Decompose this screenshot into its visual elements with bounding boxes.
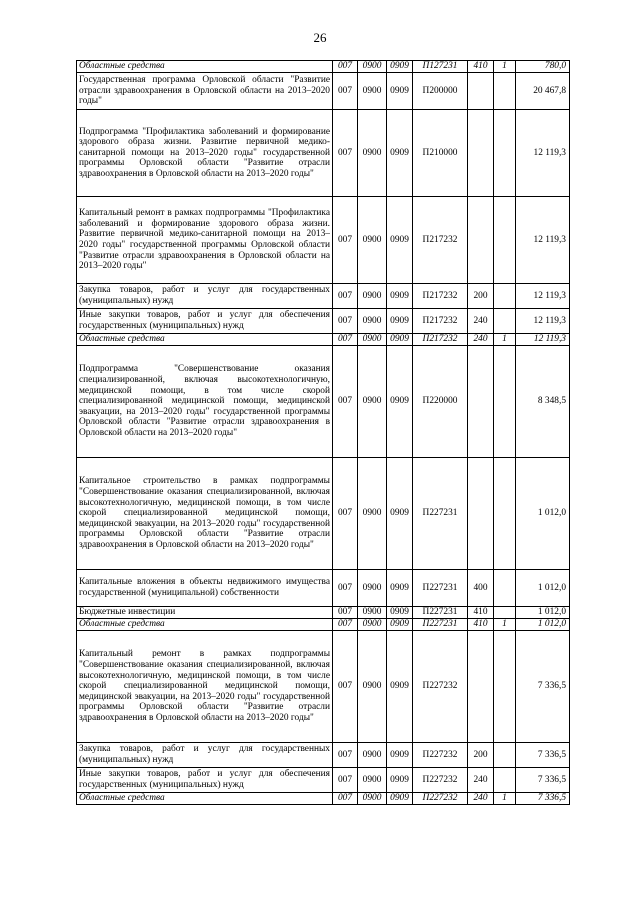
source-code-cell xyxy=(494,458,516,570)
amount-cell: 8 348,5 xyxy=(516,346,570,458)
row-name-cell: Подпрограмма "Совершенствование оказания специализированной, включая высокотехнологичную, медицинской помощи, в том числе скорой специализированной медицинской помощи, медицинской эвакуации, на 2013–2020 годы" государственной программы Орловской области "Развитие отрасли здравоохранения в Орловской области на 2013–2020 годы" xyxy=(77,346,333,458)
ministry-code-cell: 007 xyxy=(333,458,358,570)
source-code-cell xyxy=(494,346,516,458)
source-code-cell xyxy=(494,570,516,607)
section-code-cell: 0900 xyxy=(358,768,387,793)
subsection-code-cell: 0909 xyxy=(387,309,413,334)
row-name-cell: Капитальное строительство в рамках подпрограммы "Совершенствование оказания специализированной, включая высокотехнологичную, медицинской помощи, в том числе скорой специализированной медицинской помощи, медицинской эвакуации, на 2013–2020 годы" государственной программы Орловской области "Развитие отрасли здравоохранения в Орловской области на 2013–2020 годы" xyxy=(77,458,333,570)
ministry-code-cell: 007 xyxy=(333,631,358,743)
subsection-code-cell: 0909 xyxy=(387,607,413,619)
amount-cell: 12 119,3 xyxy=(516,309,570,334)
row-name-cell: Областные средства xyxy=(77,334,333,346)
table-row xyxy=(77,197,570,284)
amount-cell: 1 012,0 xyxy=(516,619,570,631)
table-body xyxy=(77,61,570,805)
amount-cell: 7 336,5 xyxy=(516,768,570,793)
table-row xyxy=(77,793,570,805)
subsection-code-cell: 0909 xyxy=(387,458,413,570)
section-code-cell: 0900 xyxy=(358,284,387,309)
source-code-cell xyxy=(494,768,516,793)
expense-type-cell xyxy=(468,110,494,197)
source-code-cell xyxy=(494,284,516,309)
table-row xyxy=(77,73,570,110)
row-name-cell: Областные средства xyxy=(77,793,333,805)
amount-cell: 20 467,8 xyxy=(516,73,570,110)
section-code-cell: 0900 xyxy=(358,743,387,768)
subsection-code-cell: 0909 xyxy=(387,768,413,793)
expense-type-cell: 410 xyxy=(468,61,494,73)
amount-cell: 12 119,3 xyxy=(516,334,570,346)
ministry-code-cell: 007 xyxy=(333,619,358,631)
table-row xyxy=(77,309,570,334)
ministry-code-cell: 007 xyxy=(333,793,358,805)
target-article-cell: П227232 xyxy=(413,631,468,743)
section-code-cell: 0900 xyxy=(358,61,387,73)
expense-type-cell: 200 xyxy=(468,743,494,768)
source-code-cell xyxy=(494,607,516,619)
row-name-cell: Закупка товаров, работ и услуг для государственных (муниципальных) нужд xyxy=(77,743,333,768)
expense-type-cell xyxy=(468,197,494,284)
row-name-cell: Областные средства xyxy=(77,61,333,73)
ministry-code-cell: 007 xyxy=(333,73,358,110)
target-article-cell: П217232 xyxy=(413,309,468,334)
source-code-cell xyxy=(494,743,516,768)
source-code-cell xyxy=(494,197,516,284)
section-code-cell: 0900 xyxy=(358,197,387,284)
target-article-cell: П127231 xyxy=(413,61,468,73)
amount-cell: 12 119,3 xyxy=(516,110,570,197)
target-article-cell: П227231 xyxy=(413,619,468,631)
target-article-cell: П217232 xyxy=(413,284,468,309)
expense-type-cell: 200 xyxy=(468,284,494,309)
subsection-code-cell: 0909 xyxy=(387,346,413,458)
table-row xyxy=(77,619,570,631)
section-code-cell: 0900 xyxy=(358,110,387,197)
target-article-cell: П217232 xyxy=(413,197,468,284)
section-code-cell: 0900 xyxy=(358,631,387,743)
ministry-code-cell: 007 xyxy=(333,334,358,346)
source-code-cell xyxy=(494,73,516,110)
source-code-cell xyxy=(494,309,516,334)
target-article-cell: П217232 xyxy=(413,334,468,346)
page-number: 26 xyxy=(313,30,327,45)
ministry-code-cell: 007 xyxy=(333,570,358,607)
section-code-cell: 0900 xyxy=(358,619,387,631)
expense-type-cell: 240 xyxy=(468,334,494,346)
amount-cell: 1 012,0 xyxy=(516,458,570,570)
expense-type-cell xyxy=(468,346,494,458)
table-row xyxy=(77,334,570,346)
subsection-code-cell: 0909 xyxy=(387,570,413,607)
row-name-cell: Капитальные вложения в объекты недвижимого имущества государственной (муниципальной) собственности xyxy=(77,570,333,607)
table-row xyxy=(77,607,570,619)
source-code-cell: 1 xyxy=(494,334,516,346)
row-name-cell: Государственная программа Орловской области "Развитие отрасли здравоохранения в Орловской области на 2013–2020 годы" xyxy=(77,73,333,110)
table-row xyxy=(77,768,570,793)
row-name-cell: Иные закупки товаров, работ и услуг для обеспечения государственных (муниципальных) нужд xyxy=(77,309,333,334)
subsection-code-cell: 0909 xyxy=(387,61,413,73)
section-code-cell: 0900 xyxy=(358,334,387,346)
subsection-code-cell: 0909 xyxy=(387,631,413,743)
row-name-cell: Подпрограмма "Профилактика заболеваний и формирование здорового образа жизни. Развитие первичной медико-санитарной помощи на 2013–2020 годы" государственной программы Орловской области "Развитие отрасли здравоохранения в Орловской области на 2013–2020 годы" xyxy=(77,110,333,197)
target-article-cell: П227231 xyxy=(413,607,468,619)
amount-cell: 7 336,5 xyxy=(516,793,570,805)
amount-cell: 780,0 xyxy=(516,61,570,73)
subsection-code-cell: 0909 xyxy=(387,197,413,284)
row-name-cell: Закупка товаров, работ и услуг для государственных (муниципальных) нужд xyxy=(77,284,333,309)
expense-type-cell xyxy=(468,631,494,743)
ministry-code-cell: 007 xyxy=(333,110,358,197)
source-code-cell: 1 xyxy=(494,793,516,805)
expense-type-cell: 400 xyxy=(468,570,494,607)
source-code-cell xyxy=(494,110,516,197)
table-row xyxy=(77,346,570,458)
table-row xyxy=(77,743,570,768)
subsection-code-cell: 0909 xyxy=(387,793,413,805)
subsection-code-cell: 0909 xyxy=(387,284,413,309)
subsection-code-cell: 0909 xyxy=(387,110,413,197)
table-row xyxy=(77,284,570,309)
ministry-code-cell: 007 xyxy=(333,284,358,309)
amount-cell: 1 012,0 xyxy=(516,570,570,607)
row-name-cell: Капитальный ремонт в рамках подпрограммы "Совершенствование оказания специализированной, включая высокотехнологичную, медицинской помощи, в том числе скорой специализированной медицинской помощи, медицинской эвакуации, на 2013–2020 годы" государственной программы Орловской области "Развитие отрасли здравоохранения в Орловской области на 2013–2020 годы" xyxy=(77,631,333,743)
expense-type-cell: 240 xyxy=(468,768,494,793)
subsection-code-cell: 0909 xyxy=(387,334,413,346)
section-code-cell: 0900 xyxy=(358,607,387,619)
target-article-cell: П227232 xyxy=(413,743,468,768)
amount-cell: 12 119,3 xyxy=(516,284,570,309)
section-code-cell: 0900 xyxy=(358,309,387,334)
target-article-cell: П227232 xyxy=(413,768,468,793)
expense-type-cell: 410 xyxy=(468,619,494,631)
budget-table xyxy=(76,60,570,805)
expense-type-cell: 240 xyxy=(468,309,494,334)
row-name-cell: Иные закупки товаров, работ и услуг для обеспечения государственных (муниципальных) нужд xyxy=(77,768,333,793)
row-name-cell: Областные средства xyxy=(77,619,333,631)
source-code-cell: 1 xyxy=(494,61,516,73)
ministry-code-cell: 007 xyxy=(333,607,358,619)
source-code-cell xyxy=(494,631,516,743)
amount-cell: 7 336,5 xyxy=(516,743,570,768)
target-article-cell: П220000 xyxy=(413,346,468,458)
expense-type-cell xyxy=(468,73,494,110)
table-row xyxy=(77,631,570,743)
amount-cell: 12 119,3 xyxy=(516,197,570,284)
ministry-code-cell: 007 xyxy=(333,61,358,73)
target-article-cell: П227231 xyxy=(413,570,468,607)
subsection-code-cell: 0909 xyxy=(387,619,413,631)
ministry-code-cell: 007 xyxy=(333,309,358,334)
ministry-code-cell: 007 xyxy=(333,197,358,284)
amount-cell: 7 336,5 xyxy=(516,631,570,743)
row-name-cell: Капитальный ремонт в рамках подпрограммы "Профилактика заболеваний и формирование здорового образа жизни. Развитие первичной медико-санитарной помощи на 2013–2020 годы" государственной программы Орловской области "Развитие отрасли здравоохранения в Орловской области на 2013–2020 годы" xyxy=(77,197,333,284)
target-article-cell: П210000 xyxy=(413,110,468,197)
target-article-cell: П227232 xyxy=(413,793,468,805)
subsection-code-cell: 0909 xyxy=(387,743,413,768)
subsection-code-cell: 0909 xyxy=(387,73,413,110)
target-article-cell: П200000 xyxy=(413,73,468,110)
amount-cell: 1 012,0 xyxy=(516,607,570,619)
expense-type-cell xyxy=(468,458,494,570)
section-code-cell: 0900 xyxy=(358,346,387,458)
table-row xyxy=(77,570,570,607)
row-name-cell: Бюджетные инвестиции xyxy=(77,607,333,619)
table-row xyxy=(77,61,570,73)
source-code-cell: 1 xyxy=(494,619,516,631)
table-row xyxy=(77,458,570,570)
ministry-code-cell: 007 xyxy=(333,346,358,458)
section-code-cell: 0900 xyxy=(358,793,387,805)
table-row xyxy=(77,110,570,197)
section-code-cell: 0900 xyxy=(358,570,387,607)
target-article-cell: П227231 xyxy=(413,458,468,570)
section-code-cell: 0900 xyxy=(358,73,387,110)
section-code-cell: 0900 xyxy=(358,458,387,570)
expense-type-cell: 410 xyxy=(468,607,494,619)
ministry-code-cell: 007 xyxy=(333,743,358,768)
expense-type-cell: 240 xyxy=(468,793,494,805)
ministry-code-cell: 007 xyxy=(333,768,358,793)
